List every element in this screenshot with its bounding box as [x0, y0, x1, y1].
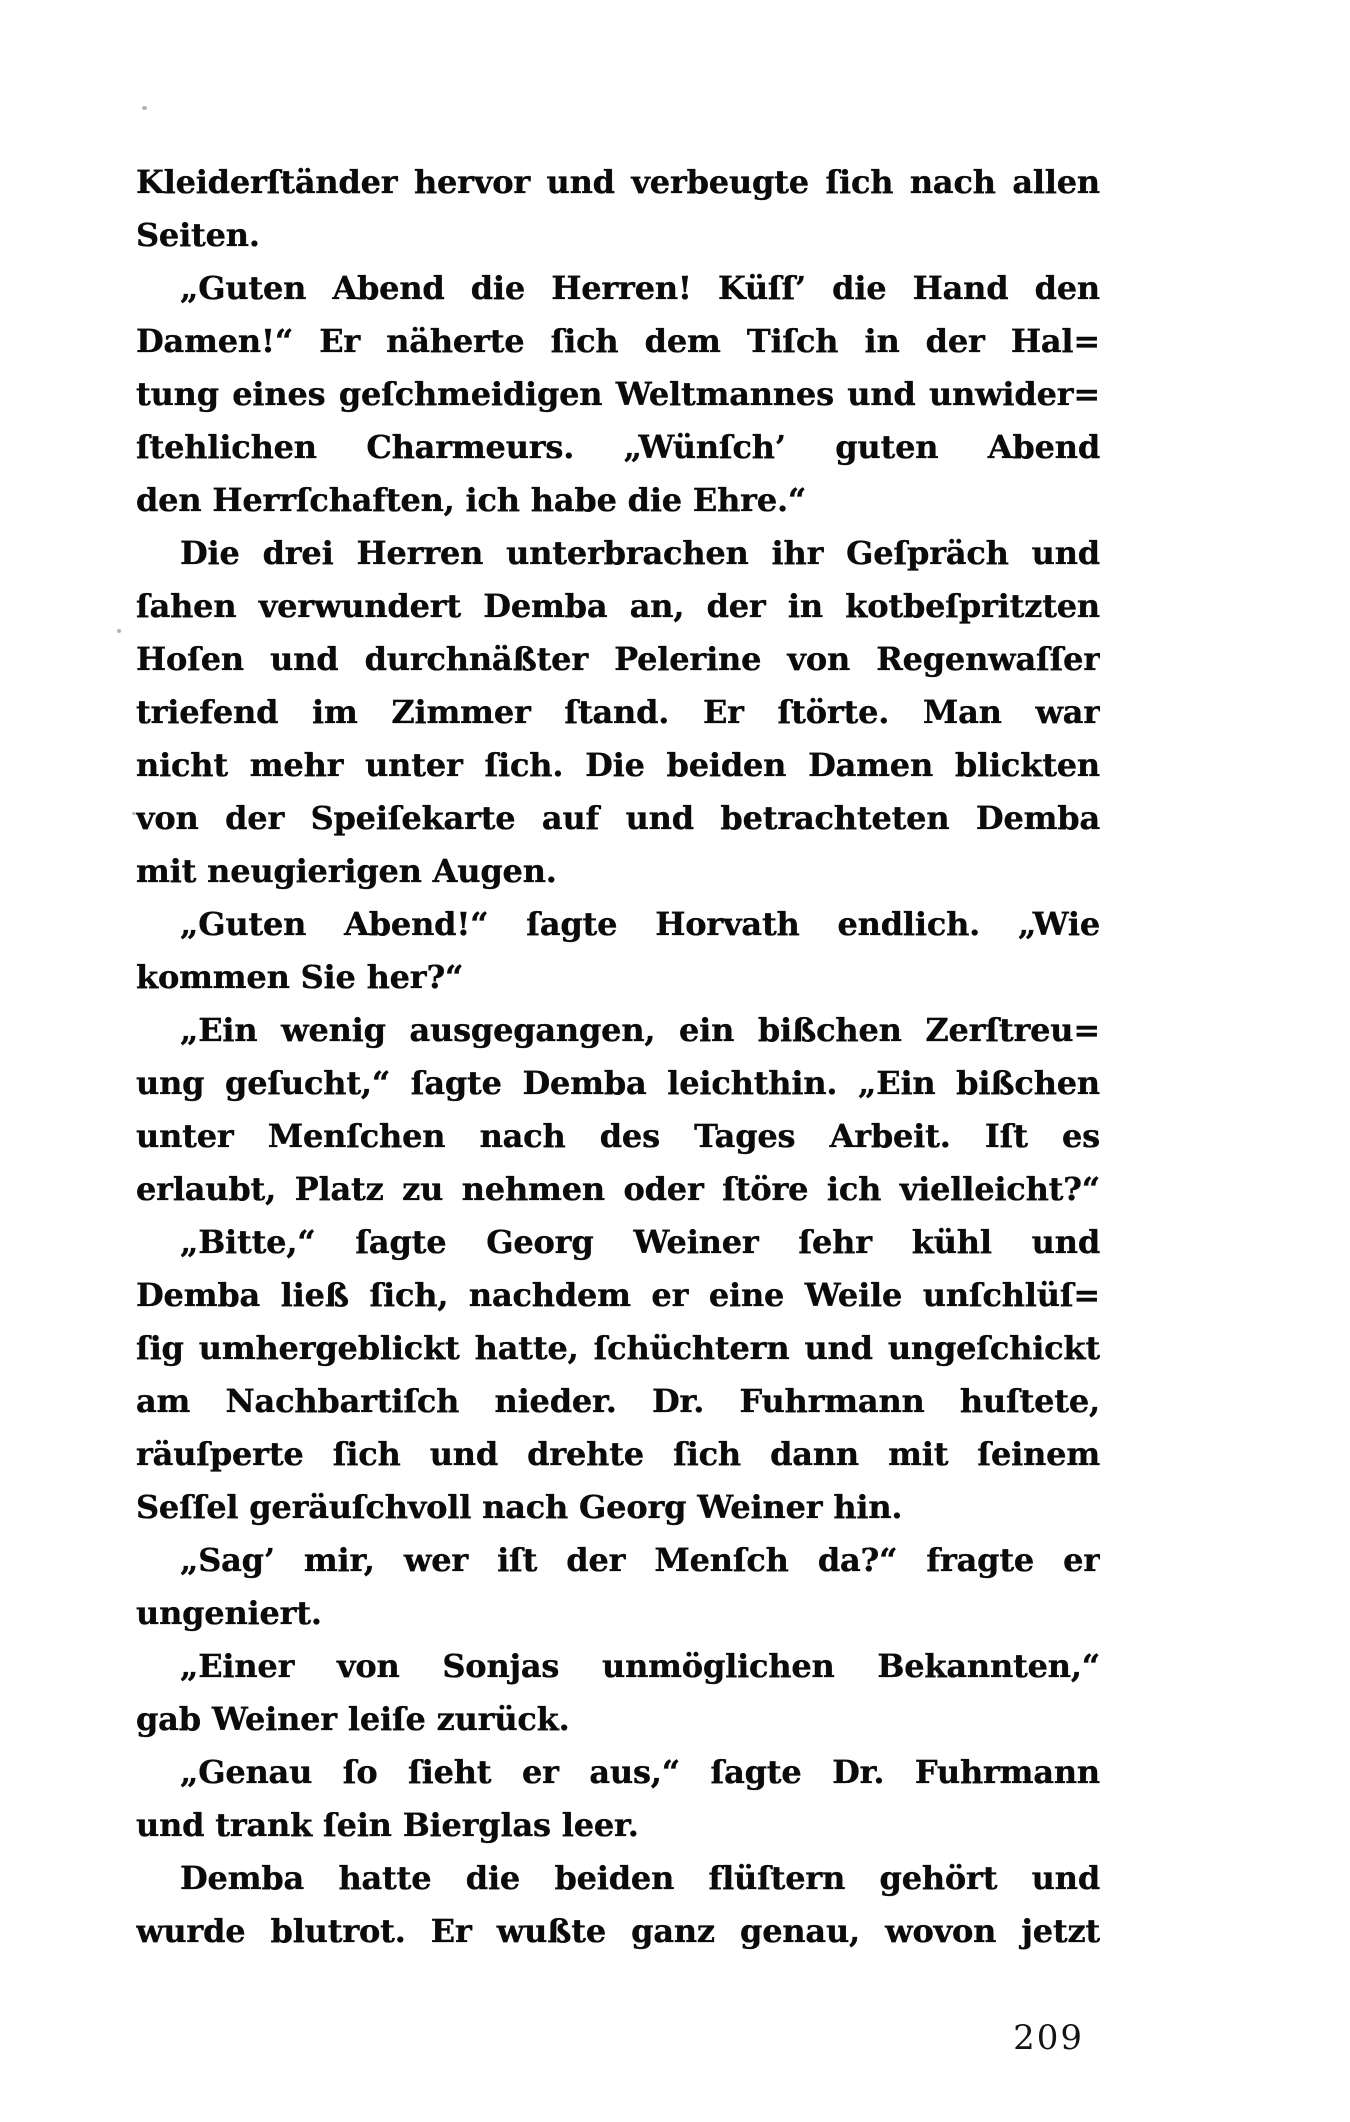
- text-line: „Guten Abend!“ ſagte Horvath endlich. „Wie: [180, 905, 1100, 943]
- text-line: tung eines geſchmeidigen Weltmannes und unwider=: [136, 375, 1100, 413]
- text-line: „Genau ſo ſieht er aus,“ ſagte Dr. Fuhrmann: [180, 1753, 1100, 1791]
- text-line: von der Speiſekarte auf und betrachteten Demba: [136, 799, 1100, 837]
- text-line: Seſſel geräuſchvoll nach Georg Weiner hin.: [136, 1488, 903, 1526]
- text-line: „Sag’ mir, wer iſt der Menſch da?“ fragte er: [180, 1541, 1100, 1579]
- text-line: mit neugierigen Augen.: [136, 852, 557, 890]
- text-line: den Herrſchaften, ich habe die Ehre.“: [136, 481, 807, 519]
- scan-artifact-dot: [117, 629, 121, 633]
- text-line: gab Weiner leiſe zurück.: [136, 1700, 570, 1738]
- text-line: unter Menſchen nach des Tages Arbeit. Iſt es: [136, 1117, 1100, 1155]
- text-line: ſtehlichen Charmeurs. „Wünſch’ guten Abend: [136, 428, 1100, 466]
- text-line: erlaubt, Platz zu nehmen oder ſtöre ich vielleicht?“: [136, 1170, 1100, 1208]
- text-line: Damen!“ Er näherte ſich dem Tiſch in der Hal=: [136, 322, 1100, 360]
- text-line: und trank ſein Bierglas leer.: [136, 1806, 639, 1844]
- text-line: „Einer von Sonjas unmöglichen Bekannten,“: [180, 1647, 1100, 1685]
- scan-artifact-dot: [142, 106, 147, 110]
- page-number: 209: [1013, 2018, 1084, 2058]
- text-line: „Guten Abend die Herren! Küſſ’ die Hand den: [180, 269, 1100, 307]
- text-line: räuſperte ſich und drehte ſich dann mit ſeinem: [136, 1435, 1100, 1473]
- text-line: „Ein wenig ausgegangen, ein bißchen Zerſtreu=: [180, 1011, 1100, 1049]
- text-line: Hoſen und durchnäßter Pelerine von Regenwaſſer: [136, 640, 1100, 678]
- text-line: Kleiderſtänder hervor und verbeugte ſich nach allen: [136, 163, 1100, 201]
- text-line: ungeniert.: [136, 1594, 322, 1632]
- text-line: Seiten.: [136, 216, 260, 254]
- text-line: ung geſucht,“ ſagte Demba leichthin. „Ein bißchen: [136, 1064, 1100, 1102]
- page-text-block: [136, 156, 1100, 1958]
- text-line: am Nachbartiſch nieder. Dr. Fuhrmann huſtete,: [136, 1382, 1100, 1420]
- text-line: wurde blutrot. Er wußte ganz genau, wovon jetzt: [136, 1912, 1100, 1950]
- text-line: Die drei Herren unterbrachen ihr Geſpräch und: [180, 534, 1100, 572]
- text-line: kommen Sie her?“: [136, 958, 464, 996]
- text-line: Demba hatte die beiden flüſtern gehört und: [180, 1859, 1100, 1897]
- text-line: ſig umhergeblickt hatte, ſchüchtern und ungeſchickt: [136, 1329, 1100, 1367]
- text-line: Demba ließ ſich, nachdem er eine Weile unſchlüſ=: [136, 1276, 1100, 1314]
- text-line: ſahen verwundert Demba an, der in kotbeſpritzten: [136, 587, 1100, 625]
- text-line: „Bitte,“ ſagte Georg Weiner ſehr kühl und: [180, 1223, 1100, 1261]
- text-line: triefend im Zimmer ſtand. Er ſtörte. Man war: [136, 693, 1100, 731]
- text-line: nicht mehr unter ſich. Die beiden Damen blickten: [136, 746, 1100, 784]
